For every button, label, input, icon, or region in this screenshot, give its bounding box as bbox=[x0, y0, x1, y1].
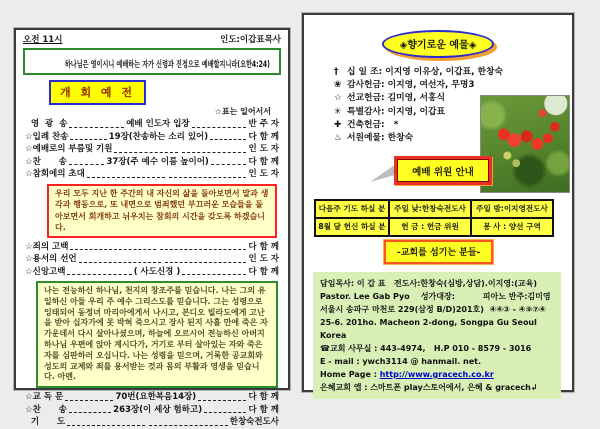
table-cell: 주일 낮:한창숙전도사 bbox=[389, 200, 471, 218]
offering-item bbox=[334, 119, 504, 132]
table-cell: 다음주 기도 하실 분 bbox=[315, 200, 389, 218]
order-line bbox=[23, 416, 281, 429]
table-row bbox=[315, 200, 553, 218]
order-line bbox=[23, 266, 281, 279]
contact-text: 25-6. 201ho. Macheon 2-dong, Songpa Gu Seoul Korea bbox=[320, 318, 540, 340]
dash-leader bbox=[65, 400, 113, 401]
dash-leader bbox=[87, 177, 165, 178]
offerings-badge-wrap bbox=[312, 30, 564, 58]
contact-text: Home Page : bbox=[320, 370, 380, 379]
apostles-creed-text: 나는 전능하신 하나님, 천지의 창조주를 믿습니다. 나는 그의 유일하신 아들 우리 주 예수 그리스도를 믿습니다. 그는 성령으로 잉태되어 동정녀 마리아에게서 나시고, 본디오 빌라도에게 고난을 받아 십자가에 못 박혀 죽으시고 장사 된지 사흘 만에 죽은 자 가운데서 다시 살아나셨으며, 하늘에 오르시어 전능하신 아버지 하나님 우편에 앉아 계시다가, 거기로 부터 살아있는 자와 죽은 자를 심판하러 오십니다. 나는 성령을 믿으며, 거룩한 공교회와 성도의 교제와 죄를 용서받는 것과 몸의 부활과 영생을 믿습니다. 아멘. bbox=[36, 281, 278, 388]
offering-text: 서원예물: 한창숙 bbox=[347, 133, 414, 144]
contact-text: E - mail : ywch3114 @ hanmail. net. bbox=[320, 357, 482, 366]
dash-leader bbox=[182, 274, 246, 275]
contact-text: 은혜교회 앱 : 스마트폰 play스토어에서, 은혜 & gracech↲ bbox=[320, 383, 538, 392]
order-item-person: 다 함 께 bbox=[248, 241, 279, 252]
order-line bbox=[23, 404, 281, 417]
order-item-person: 인 도 자 bbox=[248, 144, 280, 154]
order-line bbox=[23, 241, 281, 254]
order-item-person: 다 함 께 bbox=[248, 404, 280, 415]
offering-bullet-icon: ❀ bbox=[334, 80, 342, 91]
confession-invitation-note: 우리 모두 지난 한 주간의 내 자신의 삶을 돌아보면서 말과 생각과 행동으로, 또 내면으로 범죄했던 부끄러운 모습들을 돌아보면서 회개하고 뉘우치는 참회의 시간을 갖도록 하겠습니다. bbox=[47, 184, 277, 238]
order-line bbox=[23, 118, 281, 131]
dash-leader bbox=[69, 127, 124, 128]
church-servants-label: -교회를 섬기는 분들- bbox=[384, 240, 493, 264]
contact-line bbox=[320, 368, 554, 381]
dash-leader bbox=[149, 425, 227, 426]
offering-item bbox=[334, 132, 504, 145]
order-line bbox=[23, 253, 281, 266]
contact-line bbox=[320, 290, 554, 303]
offering-bullet-icon: ✚ bbox=[334, 119, 342, 130]
order-item-person: 다 함 께 bbox=[248, 156, 280, 167]
contact-line bbox=[320, 316, 554, 342]
order-item-person: 다 함 께 bbox=[248, 266, 280, 277]
service-time: 오전 11시 bbox=[23, 35, 63, 45]
table-cell: 봉 사 : 양선 구역 bbox=[471, 218, 553, 236]
dash-leader bbox=[169, 177, 247, 178]
offering-bullet-icon: ☆ bbox=[334, 93, 342, 104]
order-line bbox=[23, 143, 281, 156]
dash-leader bbox=[210, 139, 246, 140]
order-line bbox=[23, 156, 281, 169]
contact-line bbox=[320, 381, 554, 394]
offering-bullet-icon: ♨ bbox=[334, 133, 342, 144]
offering-item bbox=[334, 106, 504, 119]
offering-text: 감사헌금: 이지영, 여선자, 무명3 bbox=[347, 80, 475, 91]
offering-item bbox=[334, 79, 504, 92]
dash-leader bbox=[165, 262, 247, 263]
dash-leader bbox=[114, 152, 178, 153]
contact-text: 서울시 송파구 마천로 229(삼정 B/D)201호) ④④③ - ④⑨⑦④ bbox=[320, 305, 546, 314]
order-item-label: ☆신앙고백 bbox=[25, 266, 66, 277]
offering-item bbox=[334, 92, 504, 105]
dash-leader bbox=[198, 400, 246, 401]
contact-text: Pastor. Lee Gab Pyo 성가대장: 피아노 반주:김미영 bbox=[320, 292, 551, 301]
order-item-label: ☆용서의 선언 bbox=[25, 254, 77, 264]
contact-text: ☎교회 사무실 : 443-4974, H.P 010 - 8579 - 3016 bbox=[320, 344, 532, 353]
order-item-label: 영 광 송 bbox=[25, 119, 68, 129]
table-cell: 헌 금 : 헌금 위원 bbox=[389, 218, 471, 236]
church-contact-box bbox=[313, 272, 561, 399]
order-item-person: 다 함 께 bbox=[248, 131, 280, 142]
order-item-label: ☆죄의 고백 bbox=[25, 241, 69, 252]
order-item-label: ☆찬 송 bbox=[25, 156, 67, 167]
order-item-detail: 예배 인도자 입장 bbox=[126, 119, 190, 129]
dash-leader bbox=[204, 412, 246, 413]
stand-note: ☆표는 일어서서 bbox=[214, 107, 271, 116]
offering-bullet-icon: ✳ bbox=[334, 106, 342, 117]
red-berries-photo bbox=[480, 95, 570, 193]
order-line bbox=[23, 131, 281, 144]
order-item-detail: 70번(요한복음14장) bbox=[115, 392, 197, 403]
callout-pointer-shape bbox=[370, 164, 396, 182]
dash-leader bbox=[192, 127, 247, 128]
offerings-list bbox=[334, 66, 504, 145]
dash-leader bbox=[182, 152, 246, 153]
order-item-person: 반 주 자 bbox=[248, 119, 280, 129]
order-item-person: 다 함 께 bbox=[248, 392, 279, 403]
order-of-worship-part2 bbox=[23, 241, 281, 279]
fragrant-offerings-badge: ◈향기로운 예물◈ bbox=[382, 30, 495, 58]
offering-text: 건축헌금: * bbox=[347, 119, 399, 130]
order-item-detail: ( 사도신경 ) bbox=[133, 266, 181, 277]
order-of-worship-part1 bbox=[23, 118, 281, 181]
table-row bbox=[315, 218, 553, 236]
offering-item bbox=[334, 66, 504, 79]
contact-line bbox=[320, 342, 554, 355]
order-item-person: 인 도 자 bbox=[248, 254, 280, 264]
worship-committee-label: 예배 위원 안내 bbox=[394, 156, 492, 185]
dash-leader bbox=[67, 425, 145, 426]
order-item-label: ☆예배로의 부름및 기원 bbox=[25, 144, 113, 154]
dash-leader bbox=[69, 412, 111, 413]
duty-table bbox=[314, 199, 554, 237]
scripture-verse-box bbox=[23, 48, 281, 75]
order-item-detail: 263장(이 세상 험하고) bbox=[113, 404, 203, 415]
bulletin-right-page bbox=[302, 13, 574, 392]
order-item-person: 한창숙전도사 bbox=[229, 417, 280, 428]
offering-text: 선교헌금: 김미영, 서홍식 bbox=[347, 93, 445, 104]
order-of-worship-part3 bbox=[23, 391, 281, 429]
dash-leader bbox=[70, 249, 156, 250]
order-item-label: ☆참회에의 초대 bbox=[25, 169, 85, 179]
offering-text: 십 일 조: 이지영 이유상, 이갑표, 한창숙 bbox=[347, 67, 504, 77]
section-title-opening-liturgy: 개 회 예 전 bbox=[49, 80, 146, 105]
contact-line bbox=[320, 277, 554, 290]
dash-leader bbox=[79, 262, 161, 263]
table-cell: 8월 달 헌신 하실 분 bbox=[315, 218, 389, 236]
service-leader: 인도:이갑표목사 bbox=[220, 35, 281, 45]
order-item-label: ☆찬 송 bbox=[25, 404, 67, 415]
order-item-label: 기 도 bbox=[25, 417, 66, 428]
dash-leader bbox=[211, 164, 247, 165]
contact-line bbox=[320, 303, 554, 316]
order-item-person: 인 도 자 bbox=[248, 169, 280, 179]
order-item-label: ☆교 독 문 bbox=[25, 392, 64, 403]
order-item-detail: 37장(주 예수 이름 높이어) bbox=[106, 156, 209, 167]
bulletin-left-page bbox=[14, 28, 290, 428]
table-cell: 주일 밤:이지영전도사 bbox=[471, 200, 553, 218]
offering-bullet-icon: † bbox=[334, 67, 339, 77]
dash-leader bbox=[70, 139, 106, 140]
dash-leader bbox=[69, 164, 105, 165]
offering-text: 특별감사: 이지영, 이갑표 bbox=[347, 106, 445, 117]
scripture-verse: 하나님은 영이시니 예배하는 자가 신령과 진정으로 예배할지니라(요한4:24) bbox=[64, 60, 270, 70]
contact-line bbox=[320, 355, 554, 368]
dash-leader bbox=[67, 274, 131, 275]
order-line bbox=[23, 168, 281, 181]
order-item-detail: 19장(찬송하는 소리 있어) bbox=[108, 131, 209, 142]
dash-leader bbox=[160, 249, 246, 250]
worship-header bbox=[23, 34, 281, 46]
order-line bbox=[23, 391, 281, 404]
homepage-link[interactable]: http://www.gracech.co.kr bbox=[379, 370, 494, 379]
contact-text: 담임목사: 이 갑 표 전도사:한창숙(심방,상담).이지영:(교육) bbox=[320, 279, 538, 288]
order-item-label: ☆입례 찬송 bbox=[25, 131, 69, 142]
